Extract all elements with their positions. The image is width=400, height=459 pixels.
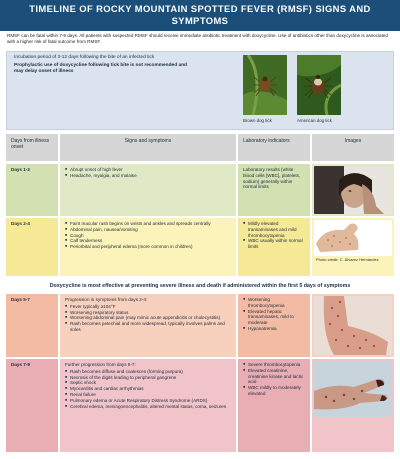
row-days: Days 5-7 — [6, 294, 58, 357]
list-item: ■ Mildly elevated transaminases and mild thrombocytopenia — [243, 221, 305, 238]
brown-dog-tick-photo — [243, 55, 287, 115]
list-item: ■ Severe thrombocytopenia — [243, 362, 305, 368]
list-item: ■ WBC usually within normal limits — [243, 238, 305, 250]
list-item: ■ Necrosis of the digits leading to peripheral gangrene — [65, 375, 231, 381]
doxycycline-banner: Doxycycline is most effective at preventing severe illness and death if administered within the first 5 days of symptoms — [6, 280, 394, 292]
list-item: ■ Abrupt onset of high fever — [65, 167, 231, 173]
page-title: TIMELINE OF ROCKY MOUNTAIN SPOTTED FEVER (RMSF) SIGNS AND SYMPTOMS — [0, 0, 400, 31]
wrist-rash-photo — [314, 220, 392, 256]
row-signs — [60, 359, 236, 452]
row-lab — [238, 294, 310, 357]
list-item: ■ Faint macular rash begins on wrists and ankles and spreads centrally — [65, 221, 231, 227]
table-row — [6, 294, 394, 357]
table-row — [6, 359, 394, 452]
row-days: Days 7-9 — [6, 359, 58, 452]
list-item: ■ Worsening thrombocytopenia — [243, 297, 305, 309]
patient-headache-photo — [314, 166, 392, 214]
list-item: ■ Fever typically ≥104°F — [65, 304, 231, 310]
photo-credit: Photo credit: C. Álvarez Hernández — [316, 257, 379, 262]
list-item: ■ Hyponatremia — [243, 326, 305, 332]
list-item: ■ Worsening respiratory status — [65, 310, 231, 316]
list-item: ■ Rash becomes diffuse and coalesces (forming purpura) — [65, 369, 231, 375]
row-days: Days 1-2 — [6, 164, 58, 216]
list-item: ■ Abdominal pain, nausea/vomiting — [65, 227, 231, 233]
table-row — [6, 218, 394, 276]
row-image — [312, 359, 394, 452]
progression-lead: Progression in symptoms from days 2-4: — [65, 297, 148, 302]
table-row — [6, 164, 394, 216]
incubation-period: Incubation period of 3-12 days following the bite of an infected tick — [14, 55, 155, 60]
list-item: ■ Pulmonary edema or Acute Respiratory Distress Syndrome (ARDS) — [65, 398, 231, 404]
header-signs: Signs and symptoms — [60, 134, 236, 161]
list-item: ■ Worsening abdominal pain (may mimic acute appendicitis or cholecystitis) — [65, 315, 231, 321]
intro-text: RMSF can be fatal within 7-9 days. All patients with suspected RMSF should receive immediate antibiotic treatment with doxycycline. Use of antibiotics other than doxycycline is associated with a higher risk of fatal outcome from RMSF. — [7, 33, 388, 45]
list-item: ■ Periorbital and peripheral edema (more common in children) — [65, 244, 231, 250]
list-item: ■ Elevated hepatic transaminases, mild to moderate — [243, 309, 305, 326]
header-days: Days from illness onset — [6, 134, 58, 161]
row-signs — [60, 164, 236, 216]
header-lab: Laboratory indicators — [238, 134, 310, 161]
list-item: ■ Elevated creatinine, creatinine kinase and lactic acid — [243, 368, 305, 385]
list-item: ■ WBC mildly to moderately elevated — [243, 385, 305, 397]
header-images: Images — [312, 134, 394, 161]
list-item: ■ Headache, myalgia, and malaise — [65, 173, 231, 179]
row-lab: Laboratory results (white blood cells [WBC], platelets, sodium) generally within normal limits — [238, 164, 310, 216]
row-image — [312, 218, 394, 276]
row-image — [312, 294, 394, 357]
prophylaxis-warning: Prophylactic use of doxycycline following tick bite is not recommended and may delay onset of illness — [14, 63, 187, 74]
row-lab — [238, 218, 310, 276]
list-item: ■ Septic shock — [65, 380, 231, 386]
gangrene-hand-photo — [314, 361, 392, 417]
row-signs — [60, 294, 236, 357]
row-lab — [238, 359, 310, 452]
list-item: ■ Calf tenderness — [65, 238, 231, 244]
table-header — [6, 134, 394, 161]
list-item: ■ Cough — [65, 233, 231, 239]
brown-dog-tick-caption: Brown dog tick — [243, 118, 272, 123]
american-dog-tick-photo — [297, 55, 341, 115]
row-image — [312, 164, 394, 216]
row-days: Days 2-4 — [6, 218, 58, 276]
incubation-panel — [6, 51, 394, 130]
list-item: ■ Renal failure — [65, 392, 231, 398]
progression-lead: Further progression from days 5-7: — [65, 362, 136, 367]
row-signs — [60, 218, 236, 276]
american-dog-tick-caption: American dog tick — [297, 118, 332, 123]
ankle-rash-photo — [314, 296, 392, 355]
list-item: ■ Rash becomes petechial and more widespread, typically involves palms and soles — [65, 321, 231, 333]
list-item: ■ Cerebral edema, meningoencephalitis, altered mental status, coma, seizures — [65, 404, 231, 410]
list-item: ■ Myocarditis and cardiac arrhythmias — [65, 386, 231, 392]
